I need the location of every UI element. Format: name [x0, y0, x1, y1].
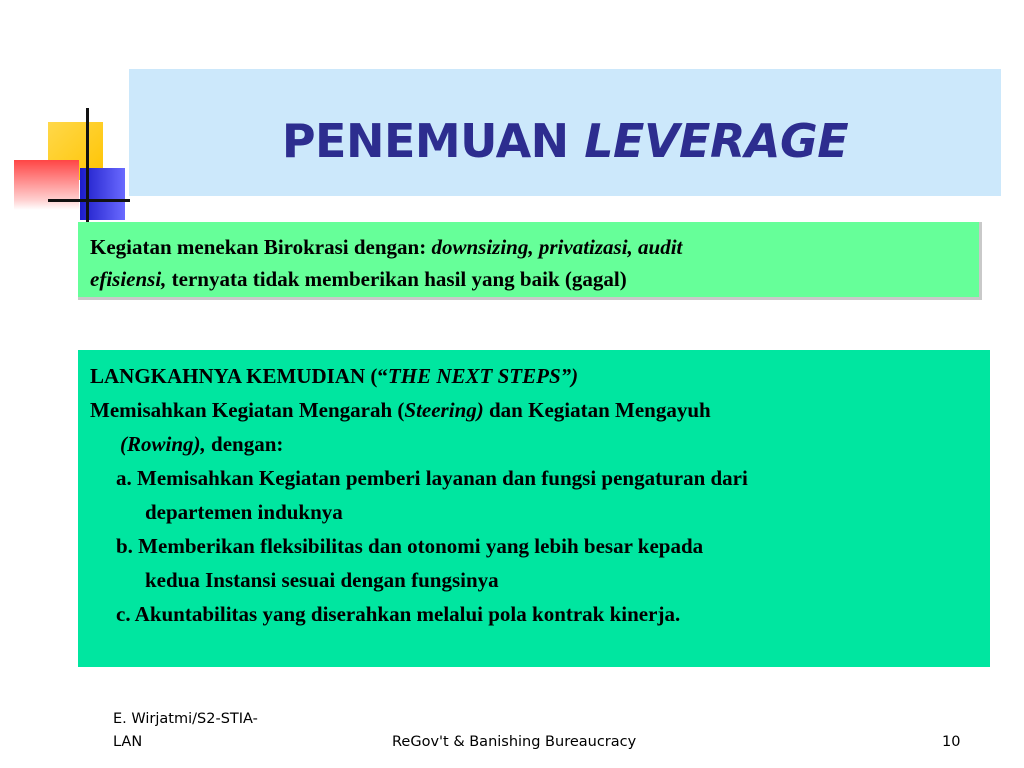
item-a-line1: a. Memisahkan Kegiatan pemberi layanan dan fungsi pengaturan dari — [116, 466, 748, 490]
item-a-line2: departemen induknya — [145, 500, 343, 524]
steering-prefix: Memisahkan Kegiatan Mengarah ( — [90, 398, 405, 422]
summary-rest: ternyata tidak memberikan hasil yang baik (gagal) — [166, 267, 627, 291]
footer-author-line2: LAN — [113, 734, 143, 750]
vertical-line — [86, 108, 89, 225]
next-steps-box — [78, 350, 990, 667]
rowing-suffix: dengan: — [205, 432, 284, 456]
heading-italic: THE NEXT STEPS”) — [387, 364, 579, 388]
rowing-italic: (Rowing), — [120, 432, 206, 456]
page-number: 10 — [942, 734, 961, 750]
title-emphasis: LEVERAGE — [584, 114, 849, 168]
corner-decoration — [0, 100, 135, 225]
summary-italic-1: downsizing, privatizasi, audit — [431, 235, 683, 259]
summary-italic-2: efisiensi, — [90, 267, 167, 291]
steering-italic: Steering) — [404, 398, 484, 422]
summary-text — [90, 231, 967, 295]
heading-prefix: LANGKAHNYA KEMUDIAN (“ — [90, 364, 388, 388]
steering-suffix: dan Kegiatan Mengayuh — [483, 398, 711, 422]
title-main: PENEMUAN — [281, 114, 569, 168]
footer-title: ReGov't & Banishing Bureaucracy — [392, 734, 637, 750]
rowing-line — [90, 427, 978, 461]
red-square — [14, 160, 79, 210]
item-b-line1: b. Memberikan fleksibilitas dan otonomi yang lebih besar kepada — [116, 534, 704, 558]
footer-author-line1: E. Wirjatmi/S2-STIA- — [113, 711, 258, 727]
item-b-line2: kedua Instansi sesuai dengan fungsinya — [145, 568, 499, 592]
slide-title — [129, 116, 1001, 167]
next-steps-heading — [90, 359, 978, 393]
summary-lead: Kegiatan menekan Birokrasi dengan: — [90, 235, 432, 259]
item-c: c. Akuntabilitas yang diserahkan melalui pola kontrak kinerja. — [116, 602, 681, 626]
steering-line — [90, 393, 978, 427]
horizontal-line — [48, 199, 130, 202]
summary-box — [78, 222, 982, 300]
